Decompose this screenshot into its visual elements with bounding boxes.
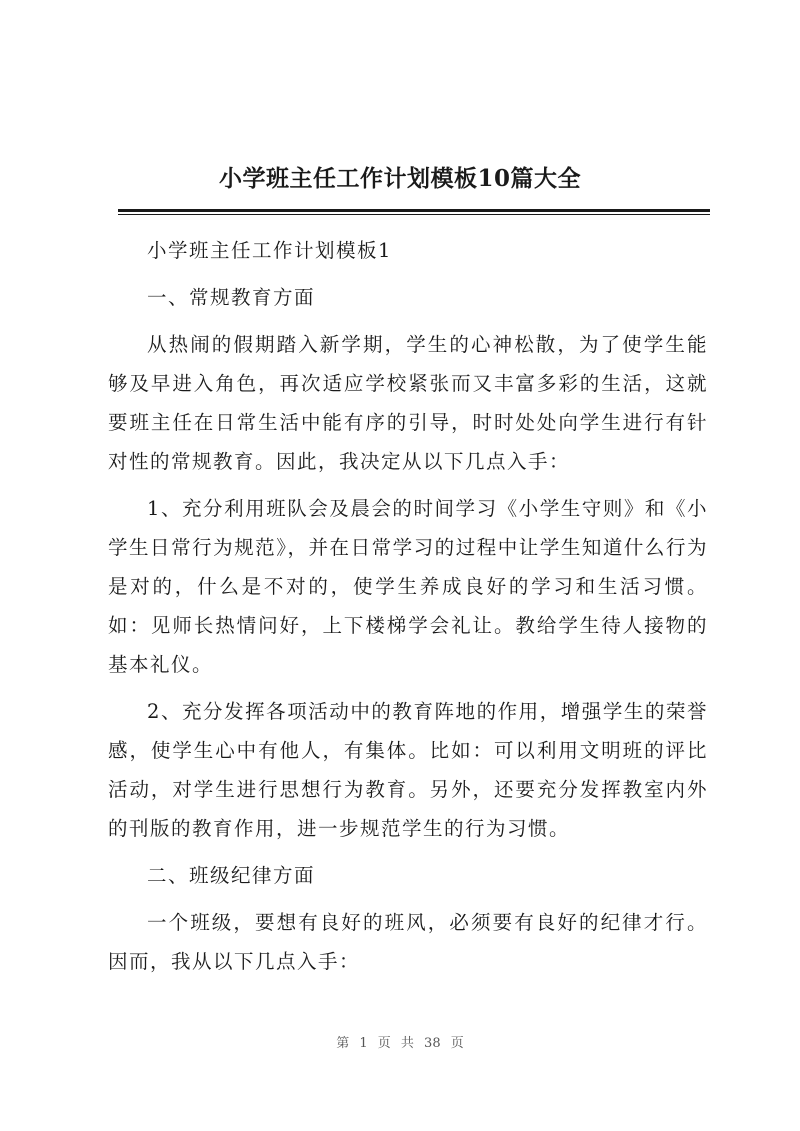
subsection-heading: 二、班级纪律方面	[147, 864, 316, 887]
section-heading: 小学班主任工作计划模板1	[147, 239, 392, 262]
subsection-heading: 一、常规教育方面	[147, 286, 316, 309]
document-body	[108, 231, 708, 989]
paragraph: 从热闹的假期踏入新学期，学生的心神松散，为了使学生能够及早进入角色，再次适应学校紧张而又丰富多彩的生活，这就要班主任在日常生活中能有序的引导，时时处处向学生进行有针对性的常规教育。因此，我决定从以下几点入手：	[108, 333, 708, 473]
page-footer: 第 1 页 共 38 页	[336, 1036, 464, 1051]
document-title: 小学班主任工作计划模板10篇大全	[218, 165, 581, 192]
paragraph: 2、充分发挥各项活动中的教育阵地的作用，增强学生的荣誉感，使学生心中有他人，有集体。比如：可以利用文明班的评比活动，对学生进行思想行为教育。另外，还要充分发挥教室内外的刊版的教育作用，进一步规范学生的行为习惯。	[108, 700, 708, 840]
paragraph: 一个班级，要想有良好的班风，必须要有良好的纪律才行。因而，我从以下几点入手：	[108, 911, 708, 973]
title-divider-thick	[118, 209, 710, 212]
paragraph: 1、充分利用班队会及晨会的时间学习《小学生守则》和《小学生日常行为规范》，并在日常学习的过程中让学生知道什么行为是对的，什么是不对的，使学生养成良好的学习和生活习惯。如：见师长热情问好，上下楼梯学会礼让。教给学生待人接物的基本礼仪。	[108, 497, 708, 676]
title-divider-thin	[118, 214, 710, 215]
